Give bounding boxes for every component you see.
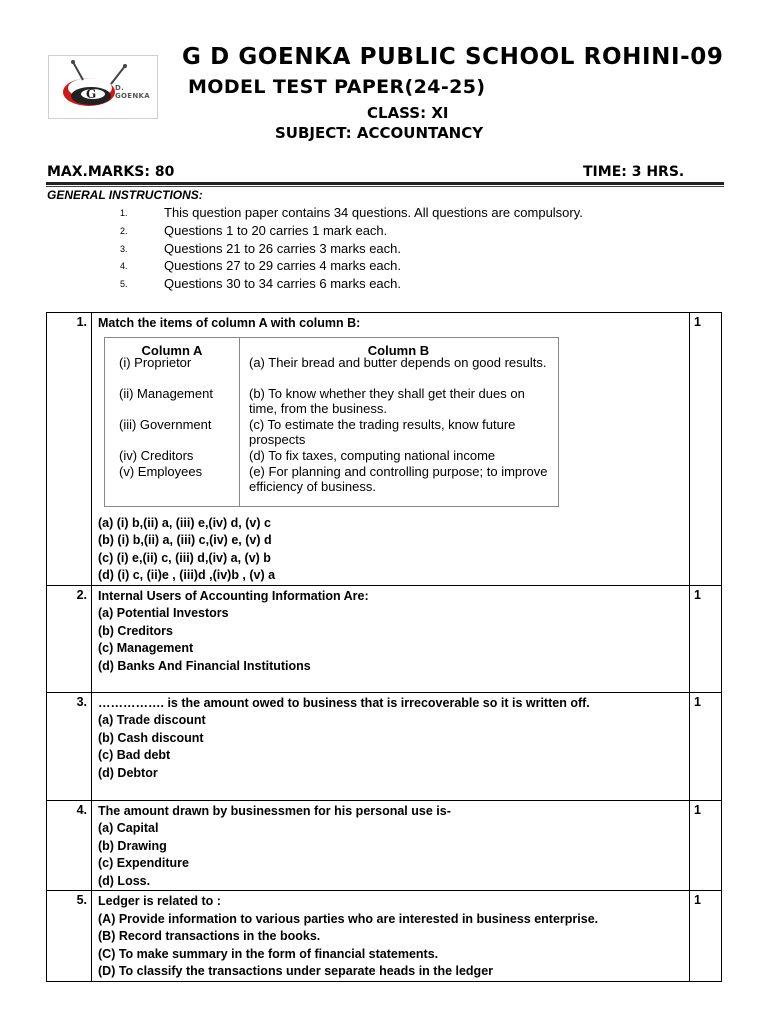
column-b-item: (a) Their bread and butter depends on good results. [249,354,547,370]
question-body [92,800,690,891]
match-table [104,337,559,507]
option: (b) Cash discount [98,730,204,745]
question-text: ……………. is the amount owed to business that is irrecoverable so it is written off. [98,695,590,710]
option: (A) Provide information to various parties who are interested in business enterprise. [98,911,599,926]
question-number: 3. [47,692,92,800]
question-text: Internal Users of Accounting Information Are: [98,588,369,603]
option: (a) Trade discount [98,713,206,727]
questions-table [46,312,722,982]
option: (b) (i) b,(ii) a, (iii) c,(iv) e, (v) d [98,533,272,547]
header-divider [46,182,724,185]
column-b-item: (d) To fix taxes, computing national income [249,447,496,463]
question-number: 1. [47,313,92,586]
header-divider-thin [46,186,724,187]
column-b-item: (b) To know whether they shall get their dues on time, from the business. [249,385,525,416]
option: (a) Capital [98,821,159,835]
time-allowed: TIME: 3 HRS. [583,164,685,180]
question-number: 2. [47,585,92,692]
option: (b) Drawing [98,838,167,853]
question-marks: 1 [690,800,722,891]
question-marks: 1 [690,891,722,982]
column-a-header: Column A [141,342,203,358]
option: (C) To make summary in the form of financial statements. [98,946,439,961]
class-label: CLASS: XI [367,104,449,122]
option: (D) To classify the transactions under separate heads in the ledger [98,964,494,978]
max-marks: MAX.MARKS: 80 [47,164,175,180]
question-marks: 1 [690,313,722,586]
question-text: The amount drawn by businessmen for his personal use is- [98,803,451,818]
question-body [92,692,690,800]
svg-text:G: G [86,87,97,101]
option: (c) Expenditure [98,856,189,870]
column-b-header: Column B [367,342,430,358]
question-number: 4. [47,800,92,891]
column-b-item: (e) For planning and controlling purpose; to improve efficiency of business. [249,463,548,494]
question-row [47,891,722,982]
column-b-item: (c) To estimate the trading results, know future prospects [249,416,516,447]
question-row [47,313,722,586]
option: (d) Debtor [98,765,158,780]
school-name: G D GOENKA PUBLIC SCHOOL ROHINI-09 [182,44,724,70]
option: (d) Banks And Financial Institutions [98,658,311,673]
question-number: 5. [47,891,92,982]
option: (a) (i) b,(ii) a, (iii) e,(iv) d, (v) c [98,515,271,530]
subject-label: SUBJECT: ACCOUNTANCY [275,124,484,142]
paper-title: MODEL TEST PAPER(24-25) [188,76,486,98]
question-row [47,800,722,891]
column-a-item: (iii) Government [119,416,212,432]
question-marks: 1 [690,585,722,692]
option: (a) Potential Investors [98,606,229,620]
option: (d) (i) c, (ii)e , (iii)d ,(iv)b , (v) a [98,568,276,582]
question-body [92,313,690,586]
question-body [92,585,690,692]
school-logo [48,55,158,119]
question-body [92,891,690,982]
question-text: Match the items of column A with column B: [98,316,361,330]
column-a-item: (ii) Management [119,385,213,401]
question-row [47,585,722,692]
match-table-divider [239,338,240,506]
option: (b) Creditors [98,623,173,638]
logo-text: D. GOENKA [115,84,150,100]
option: (c) (i) e,(ii) c, (iii) d,(iv) a, (v) b [98,550,271,565]
column-a-item: (v) Employees [119,463,203,479]
column-a-item: (i) Proprietor [119,354,192,370]
general-instructions-title: GENERAL INSTRUCTIONS: [47,188,203,202]
question-marks: 1 [690,692,722,800]
option: (c) Bad debt [98,748,171,762]
question-row [47,692,722,800]
option: (B) Record transactions in the books. [98,929,321,943]
question-text: Ledger is related to : [98,894,221,908]
option: (d) Loss. [98,873,151,888]
column-a-item: (iv) Creditors [119,447,194,463]
option: (c) Management [98,641,194,655]
